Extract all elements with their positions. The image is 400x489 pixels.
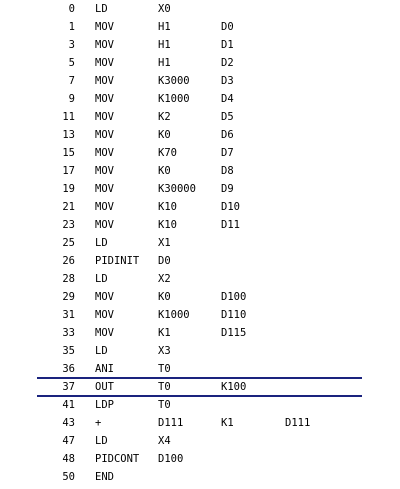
operand-2: D100 bbox=[221, 291, 247, 303]
operand-1: K0 bbox=[158, 165, 171, 177]
instruction-mnemonic: + bbox=[95, 417, 102, 429]
instruction-row[interactable] bbox=[0, 288, 400, 306]
instruction-mnemonic: PIDCONT bbox=[95, 453, 140, 465]
instruction-row[interactable] bbox=[0, 252, 400, 270]
step-number: 37 bbox=[62, 381, 75, 393]
instruction-row[interactable] bbox=[0, 306, 400, 324]
operand-3: D111 bbox=[285, 417, 311, 429]
step-number: 35 bbox=[62, 345, 75, 357]
instruction-mnemonic: MOV bbox=[95, 93, 114, 105]
operand-2: D5 bbox=[221, 111, 234, 123]
operand-1: K1000 bbox=[158, 93, 190, 105]
operand-1: K70 bbox=[158, 147, 177, 159]
operand-2: K1 bbox=[221, 417, 234, 429]
operand-2: D8 bbox=[221, 165, 234, 177]
instruction-row[interactable] bbox=[0, 396, 400, 414]
instruction-row[interactable] bbox=[0, 324, 400, 342]
operand-2: D2 bbox=[221, 57, 234, 69]
instruction-row[interactable] bbox=[0, 234, 400, 252]
operand-2: D6 bbox=[221, 129, 234, 141]
operand-1: D100 bbox=[158, 453, 184, 465]
step-number: 50 bbox=[62, 471, 75, 483]
step-number: 3 bbox=[68, 39, 75, 51]
step-number: 48 bbox=[62, 453, 75, 465]
instruction-mnemonic: LDP bbox=[95, 399, 114, 411]
instruction-mnemonic: MOV bbox=[95, 201, 114, 213]
operand-1: X0 bbox=[158, 3, 171, 15]
instruction-row[interactable] bbox=[0, 342, 400, 360]
operand-2: D11 bbox=[221, 219, 240, 231]
operand-1: K3000 bbox=[158, 75, 190, 87]
step-number: 11 bbox=[62, 111, 75, 123]
step-number: 28 bbox=[62, 273, 75, 285]
step-number: 23 bbox=[62, 219, 75, 231]
instruction-mnemonic: MOV bbox=[95, 57, 114, 69]
instruction-mnemonic: MOV bbox=[95, 219, 114, 231]
instruction-mnemonic: MOV bbox=[95, 111, 114, 123]
operand-2: D4 bbox=[221, 93, 234, 105]
instruction-mnemonic: MOV bbox=[95, 327, 114, 339]
operand-1: K0 bbox=[158, 291, 171, 303]
instruction-row[interactable] bbox=[0, 144, 400, 162]
step-number: 43 bbox=[62, 417, 75, 429]
selection-bottom-line bbox=[37, 395, 362, 397]
operand-2: D7 bbox=[221, 147, 234, 159]
operand-1: X1 bbox=[158, 237, 171, 249]
instruction-mnemonic: LD bbox=[95, 345, 108, 357]
operand-1: H1 bbox=[158, 21, 171, 33]
instruction-mnemonic: MOV bbox=[95, 309, 114, 321]
step-number: 19 bbox=[62, 183, 75, 195]
instruction-mnemonic: LD bbox=[95, 237, 108, 249]
instruction-mnemonic: ANI bbox=[95, 363, 114, 375]
operand-1: K10 bbox=[158, 201, 177, 213]
step-number: 5 bbox=[68, 57, 75, 69]
operand-1: T0 bbox=[158, 399, 171, 411]
instruction-mnemonic: MOV bbox=[95, 291, 114, 303]
instruction-row[interactable] bbox=[0, 90, 400, 108]
operand-2: D9 bbox=[221, 183, 234, 195]
step-number: 29 bbox=[62, 291, 75, 303]
operand-1: H1 bbox=[158, 39, 171, 51]
operand-1: D111 bbox=[158, 417, 184, 429]
instruction-row[interactable] bbox=[0, 198, 400, 216]
instruction-row[interactable] bbox=[0, 414, 400, 432]
operand-1: K1000 bbox=[158, 309, 190, 321]
operand-2: D1 bbox=[221, 39, 234, 51]
instruction-row[interactable] bbox=[0, 216, 400, 234]
instruction-row[interactable] bbox=[0, 54, 400, 72]
operand-1: K10 bbox=[158, 219, 177, 231]
instruction-mnemonic: MOV bbox=[95, 165, 114, 177]
instruction-row[interactable] bbox=[0, 180, 400, 198]
step-number: 1 bbox=[68, 21, 75, 33]
operand-1: K0 bbox=[158, 129, 171, 141]
operand-1: X3 bbox=[158, 345, 171, 357]
instruction-row[interactable] bbox=[0, 468, 400, 486]
operand-2: D3 bbox=[221, 75, 234, 87]
operand-2: D115 bbox=[221, 327, 247, 339]
operand-1: K30000 bbox=[158, 183, 196, 195]
operand-1: T0 bbox=[158, 381, 171, 393]
instruction-row[interactable] bbox=[0, 108, 400, 126]
instruction-row[interactable] bbox=[0, 432, 400, 450]
instruction-mnemonic: MOV bbox=[95, 39, 114, 51]
step-number: 0 bbox=[68, 3, 75, 15]
instruction-mnemonic: LD bbox=[95, 273, 108, 285]
instruction-mnemonic: MOV bbox=[95, 21, 114, 33]
instruction-row[interactable] bbox=[0, 162, 400, 180]
operand-1: K1 bbox=[158, 327, 171, 339]
operand-2: D10 bbox=[221, 201, 240, 213]
instruction-mnemonic: END bbox=[95, 471, 114, 483]
instruction-mnemonic: LD bbox=[95, 3, 108, 15]
step-number: 41 bbox=[62, 399, 75, 411]
instruction-mnemonic: PIDINIT bbox=[95, 255, 140, 267]
operand-2: D110 bbox=[221, 309, 247, 321]
step-number: 7 bbox=[68, 75, 75, 87]
step-number: 33 bbox=[62, 327, 75, 339]
step-number: 31 bbox=[62, 309, 75, 321]
instruction-row[interactable] bbox=[0, 36, 400, 54]
instruction-row[interactable] bbox=[0, 126, 400, 144]
step-number: 36 bbox=[62, 363, 75, 375]
instruction-row[interactable] bbox=[0, 270, 400, 288]
step-number: 25 bbox=[62, 237, 75, 249]
step-number: 26 bbox=[62, 255, 75, 267]
operand-1: X2 bbox=[158, 273, 171, 285]
operand-2: D0 bbox=[221, 21, 234, 33]
operand-1: K2 bbox=[158, 111, 171, 123]
step-number: 17 bbox=[62, 165, 75, 177]
instruction-row[interactable] bbox=[0, 378, 400, 396]
selection-top-line bbox=[37, 377, 362, 379]
instruction-row[interactable] bbox=[0, 450, 400, 468]
step-number: 13 bbox=[62, 129, 75, 141]
operand-2: K100 bbox=[221, 381, 247, 393]
operand-1: T0 bbox=[158, 363, 171, 375]
step-number: 15 bbox=[62, 147, 75, 159]
instruction-row[interactable] bbox=[0, 0, 400, 18]
operand-1: D0 bbox=[158, 255, 171, 267]
step-number: 47 bbox=[62, 435, 75, 447]
instruction-row[interactable] bbox=[0, 360, 400, 378]
instruction-mnemonic: MOV bbox=[95, 75, 114, 87]
operand-1: H1 bbox=[158, 57, 171, 69]
instruction-row[interactable] bbox=[0, 18, 400, 36]
operand-1: X4 bbox=[158, 435, 171, 447]
step-number: 21 bbox=[62, 201, 75, 213]
instruction-mnemonic: LD bbox=[95, 435, 108, 447]
instruction-row[interactable] bbox=[0, 72, 400, 90]
instruction-mnemonic: MOV bbox=[95, 183, 114, 195]
instruction-mnemonic: MOV bbox=[95, 147, 114, 159]
instruction-mnemonic: MOV bbox=[95, 129, 114, 141]
step-number: 9 bbox=[68, 93, 75, 105]
instruction-mnemonic: OUT bbox=[95, 381, 114, 393]
